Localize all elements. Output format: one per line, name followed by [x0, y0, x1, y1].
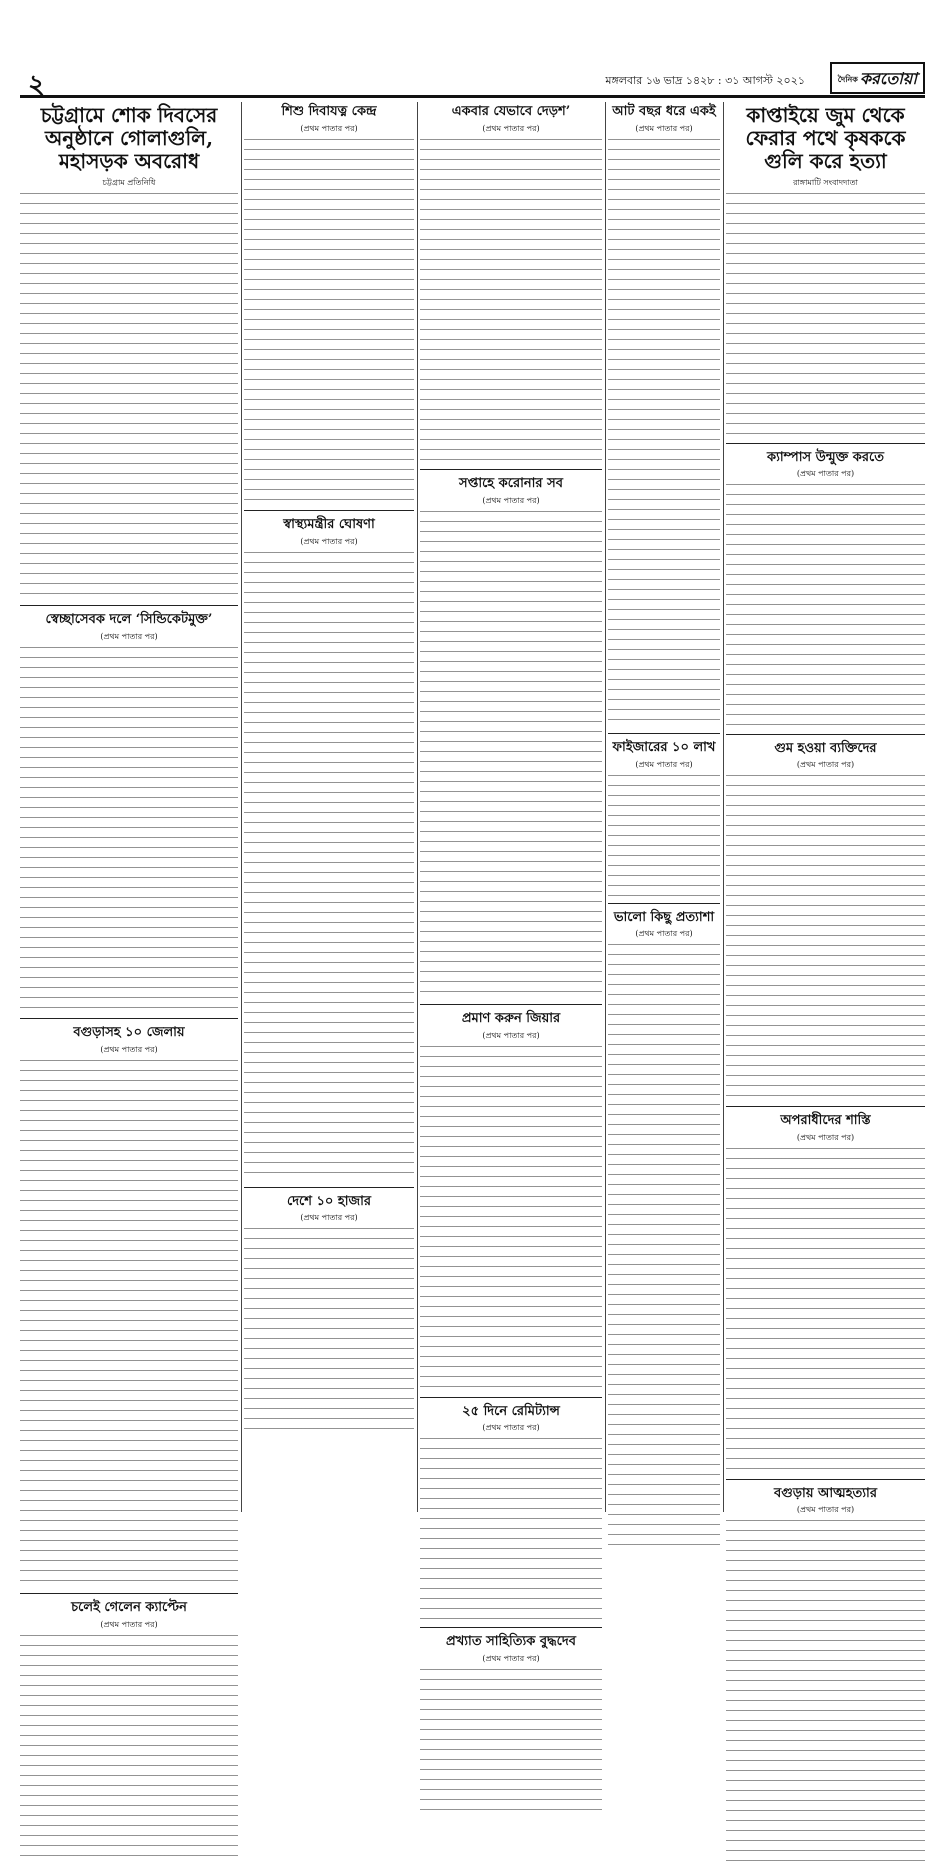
dateline: মঙ্গলবার ১৬ ভাদ্র ১৪২৮ : ৩১ আগস্ট ২০২১ — [605, 74, 805, 87]
story-credit: (প্রথম পাতার পর) — [100, 1619, 158, 1629]
column-4 — [608, 102, 720, 1512]
story-body-text — [20, 193, 238, 599]
news-story — [20, 605, 238, 1012]
story-body-text — [420, 139, 602, 464]
story-headline: দেশে ১০ হাজার — [286, 1193, 372, 1209]
story-headline: শিশু দিবাযত্ন কেন্দ্র — [281, 104, 377, 119]
story-credit: (প্রথম পাতার পর) — [796, 760, 855, 770]
story-headline: একবার যেভাবে দেড়শ’ — [451, 104, 571, 119]
story-credit: (প্রথম পাতার পর) — [482, 1653, 540, 1663]
news-story — [726, 443, 925, 728]
story-credit: চট্টগ্রাম প্রতিনিধি — [102, 178, 156, 187]
story-body-text — [420, 1046, 602, 1391]
story-headline: ফাইজারের ১০ লাখ — [612, 740, 716, 756]
story-headline: প্রমাণ করুন জিয়ার — [461, 1011, 561, 1027]
story-headline: কাপ্তাইয়ে জুম থেকে ফেরার পথে কৃষককে গুলি করে হত্যা — [745, 103, 906, 173]
column-3 — [420, 102, 602, 1663]
column-1 — [20, 102, 238, 1629]
story-credit: (প্রথম পাতার পর) — [635, 759, 693, 769]
news-story — [420, 104, 602, 463]
news-story — [420, 1397, 602, 1621]
newspaper-page — [20, 102, 925, 1663]
story-headline: ২৫ দিনে রেমিট্যান্স — [462, 1403, 560, 1419]
story-credit: (প্রথম পাতার পর) — [482, 495, 540, 505]
story-headline: বগুড়াসহ ১০ জেলায় — [73, 1024, 185, 1040]
story-credit: (প্রথম পাতার পর) — [300, 536, 358, 546]
story-body-text — [726, 775, 925, 1100]
story-headline: আট বছর ধরে একই — [612, 104, 716, 119]
column-rule — [241, 102, 242, 1512]
story-credit: (প্রথম পাতার পর) — [635, 123, 693, 133]
story-body-text — [244, 1228, 414, 1431]
news-story — [20, 1593, 238, 1858]
column-rule — [605, 102, 606, 1512]
story-body-text — [20, 1635, 238, 1858]
column-5 — [726, 102, 925, 1515]
story-body-text — [244, 139, 414, 504]
story-headline: স্বাস্থ্যমন্ত্রীর ঘোষণা — [283, 516, 375, 532]
story-body-text — [244, 552, 414, 1181]
story-body-text — [20, 647, 238, 1012]
story-credit: (প্রথম পাতার পর) — [482, 123, 540, 133]
story-headline: স্বেচ্ছাসেবক দলে ‘সিন্ডিকেটমুক্ত’ — [45, 612, 213, 627]
news-story — [420, 469, 602, 998]
story-body-text — [726, 1520, 925, 1865]
news-story — [244, 510, 414, 1181]
story-body-text — [608, 775, 720, 897]
story-body-text — [726, 193, 925, 437]
story-credit: (প্রথম পাতার পর) — [300, 1213, 358, 1223]
story-body-text — [420, 511, 602, 998]
story-credit: (প্রথম পাতার পর) — [796, 1132, 855, 1142]
story-headline: প্রখ্যাত সাহিত্যিক বুদ্ধদেব — [446, 1634, 576, 1650]
news-story — [20, 104, 238, 599]
story-headline: ভালো কিছু প্রত্যাশা — [613, 909, 715, 925]
story-credit: (প্রথম পাতার পর) — [300, 123, 358, 133]
story-body-text — [726, 484, 925, 728]
news-story — [244, 1187, 414, 1432]
story-credit: (প্রথম পাতার পর) — [100, 1044, 158, 1054]
story-body-text — [20, 1060, 238, 1588]
masthead — [20, 62, 925, 98]
news-story — [608, 104, 720, 727]
column-rule — [417, 102, 418, 1512]
news-story — [726, 1479, 925, 1865]
story-headline: চলেই গেলেন ক্যাপ্টেন — [71, 1600, 187, 1616]
story-headline: সপ্তাহে করোনার সব — [459, 476, 563, 492]
story-headline: অপরাধীদের শাস্তি — [780, 1113, 871, 1129]
story-credit: (প্রথম পাতার পর) — [796, 1505, 855, 1515]
news-story — [726, 1106, 925, 1472]
news-story — [608, 733, 720, 896]
story-body-text — [420, 1669, 602, 1811]
story-headline: চট্টগ্রামে শোক দিবসের অনুষ্ঠানে গোলাগুলি, মহাসড়ক অবরোধ — [40, 103, 218, 173]
page-number: ২ — [28, 70, 45, 100]
story-credit: রাঙ্গামাটি সংবাদদাতা — [793, 178, 858, 187]
story-body-text — [608, 944, 720, 1553]
news-story — [420, 1004, 602, 1391]
story-body-text — [420, 1438, 602, 1621]
news-story — [608, 903, 720, 1554]
story-credit: (প্রথম পাতার পর) — [482, 1423, 540, 1433]
story-credit: (প্রথম পাতার পর) — [796, 469, 855, 479]
column-rule — [723, 102, 724, 1512]
news-story — [726, 734, 925, 1100]
story-body-text — [726, 1148, 925, 1473]
newspaper-logo — [830, 62, 925, 94]
news-story — [726, 104, 925, 437]
story-headline: গুম হওয়া ব্যক্তিদের — [774, 740, 877, 756]
logo-name: করতোয়া — [859, 69, 917, 88]
column-2 — [244, 102, 414, 1512]
story-credit: (প্রথম পাতার পর) — [635, 929, 693, 939]
story-body-text — [608, 139, 720, 728]
story-credit: (প্রথম পাতার পর) — [100, 631, 158, 641]
story-credit: (প্রথম পাতার পর) — [482, 1030, 540, 1040]
story-headline: বগুড়ায় আত্মহত্যার — [774, 1485, 877, 1501]
news-story — [420, 1627, 602, 1811]
news-story — [20, 1018, 238, 1587]
news-story — [244, 104, 414, 504]
logo-prefix: দৈনিক — [837, 74, 858, 84]
story-headline: ক্যাম্পাস উন্মুক্ত করতে — [767, 449, 884, 465]
